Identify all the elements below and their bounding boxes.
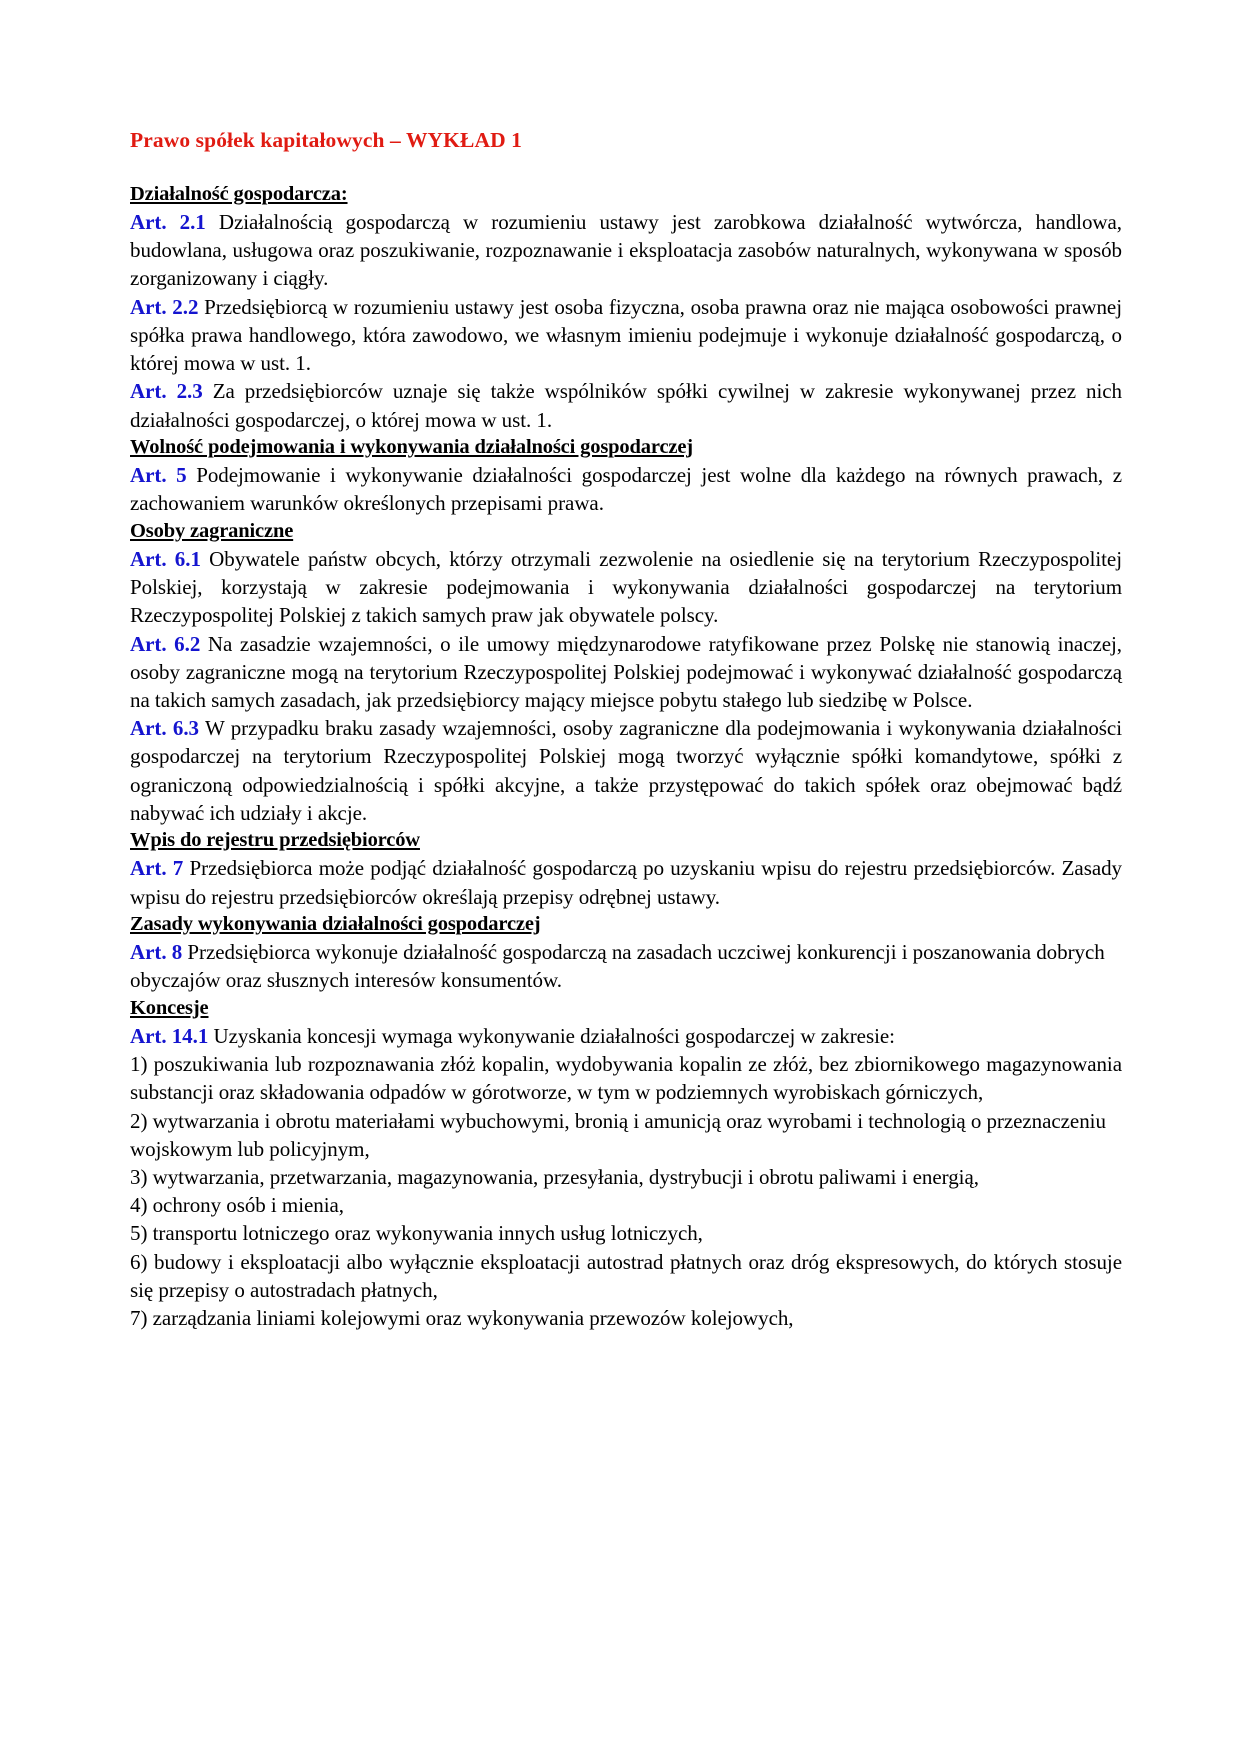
list-item: 5) transportu lotniczego oraz wykonywania innych usług lotniczych, <box>130 1221 703 1246</box>
article-text: Przedsiębiorcą w rozumieniu ustawy jest osoba fizyczna, osoba prawna oraz nie mająca osobowości prawnej spółka prawa handlowego, która zawodowo, we własnym imieniu podejmuje i wykonuje działalność gospodarczą, o której mowa w ust. 1. <box>130 294 1122 376</box>
list-item: 1) poszukiwania lub rozpoznawania złóż kopalin, wydobywania kopalin ze złóż, bez zbiornikowego magazynowania substancji oraz składowania odpadów w górotworze, w tym w podziemnych wyrobiskach górniczych, <box>130 1052 1122 1105</box>
list-item: 7) zarządzania liniami kolejowymi oraz wykonywania przewozów kolejowych, <box>130 1306 794 1331</box>
article-paragraph <box>130 630 1122 715</box>
article-label: Art. 2.2 <box>130 294 199 319</box>
article-label: Art. 8 <box>130 940 183 965</box>
section-wolnosc-podejmowania <box>130 434 1122 518</box>
article-label: Art. 2.1 <box>130 209 206 234</box>
section-heading: Wpis do rejestru przedsiębiorców <box>130 829 420 852</box>
article-text: Działalnością gospodarczą w rozumieniu ustawy jest zarobkowa działalność wytwórcza, handlowa, budowlana, usługowa oraz poszukiwanie, rozpoznawanie i eksploatacja zasobów naturalnych, wykonywana w sposób zorganizowany i ciągły. <box>130 209 1122 291</box>
article-text: Przedsiębiorca może podjąć działalność gospodarczą po uzyskaniu wpisu do rejestru przedsiębiorców. Zasady wpisu do rejestru przedsiębiorców określają przepisy odrębnej ustawy. <box>130 856 1122 909</box>
article-label: Art. 6.2 <box>130 631 201 656</box>
article-label: Art. 14.1 <box>130 1023 209 1048</box>
article-label: Art. 5 <box>130 463 187 488</box>
article-label: Art. 7 <box>130 856 184 881</box>
list-item: 6) budowy i eksploatacji albo wyłącznie eksploatacji autostrad płatnych oraz dróg ekspresowych, do których stosuje się przepisy o autostradach płatnych, <box>130 1249 1122 1302</box>
article-paragraph <box>130 208 1122 293</box>
section-koncesje <box>130 995 1122 1333</box>
article-text: Obywatele państw obcych, którzy otrzymali zezwolenie na osiedlenie się na terytorium Rzeczypospolitej Polskiej, korzystają w zakresie podejmowania i wykonywania działalności gospodarczej na terytorium Rzeczypospolitej Polskiej z takich samych praw jak obywatele polscy. <box>130 546 1122 628</box>
list-item: 3) wytwarzania, przetwarzania, magazynowania, przesyłania, dystrybucji i obrotu paliwami i energią, <box>130 1165 979 1190</box>
section-heading: Koncesje <box>130 996 209 1019</box>
list-item: 2) wytwarzania i obrotu materiałami wybuchowymi, bronią i amunicją oraz wyrobami i technologią o przeznaczeniu wojskowym lub policyjnym, <box>130 1108 1106 1161</box>
section-heading: Zasady wykonywania działalności gospodarczej <box>130 912 541 935</box>
section-heading: Wolność podejmowania i wykonywania działalności gospodarczej <box>130 435 693 458</box>
article-label: Art. 2.3 <box>130 379 203 404</box>
article-paragraph <box>130 714 1122 827</box>
article-text: W przypadku braku zasady wzajemności, osoby zagraniczne dla podejmowania i wykonywania działalności gospodarczej na terytorium Rzeczypospolitej Polskiej mogą tworzyć wyłącznie spółki komandytowe, spółki z ograniczoną odpowiedzialnością i spółki akcyjne, a także przystępować do takich spółek oraz obejmować bądź nabywać ich udziały i akcje. <box>130 716 1122 825</box>
article-text: Za przedsiębiorców uznaje się także wspólników spółki cywilnej w zakresie wykonywanej przez nich działalności gospodarczej, o której mowa w ust. 1. <box>130 379 1122 432</box>
article-paragraph <box>130 461 1122 517</box>
article-paragraph <box>130 293 1122 378</box>
section-wpis-do-rejestru <box>130 827 1122 911</box>
article-label: Art. 6.1 <box>130 546 201 571</box>
article-paragraph <box>130 545 1122 630</box>
list-item: 4) ochrony osób i mienia, <box>130 1193 344 1218</box>
section-heading: Działalność gospodarcza: <box>130 182 348 205</box>
article-label: Art. 6.3 <box>130 716 199 741</box>
section-heading: Osoby zagraniczne <box>130 519 294 542</box>
article-paragraph <box>130 854 1122 910</box>
section-osoby-zagraniczne <box>130 518 1122 828</box>
article-text: Uzyskania koncesji wymaga wykonywanie działalności gospodarczej w zakresie: <box>208 1023 895 1048</box>
article-paragraph <box>130 938 1122 994</box>
section-zasady-wykonywania <box>130 911 1122 995</box>
article-paragraph <box>130 377 1122 433</box>
page-title: Prawo spółek kapitałowych – WYKŁAD 1 <box>130 128 523 152</box>
section-dzialalnosc-gospodarcza <box>130 181 1122 434</box>
article-text: Podejmowanie i wykonywanie działalności gospodarczej jest wolne dla każdego na równych prawach, z zachowaniem warunków określonych przepisami prawa. <box>130 463 1122 516</box>
article-text: Na zasadzie wzajemności, o ile umowy międzynarodowe ratyfikowane przez Polskę nie stanowią inaczej, osoby zagraniczne mogą na terytorium Rzeczypospolitej Polskiej podejmować i wykonywać działalność gospodarczą na takich samych zasadach, jak przedsiębiorcy mający miejsce pobytu stałego lub siedzibę w Polsce. <box>130 631 1122 712</box>
article-paragraph <box>130 1022 1122 1050</box>
article-text: Przedsiębiorca wykonuje działalność gospodarczą na zasadach uczciwej konkurencji i poszanowania dobrych obyczajów oraz słusznych interesów konsumentów. <box>130 940 1105 993</box>
